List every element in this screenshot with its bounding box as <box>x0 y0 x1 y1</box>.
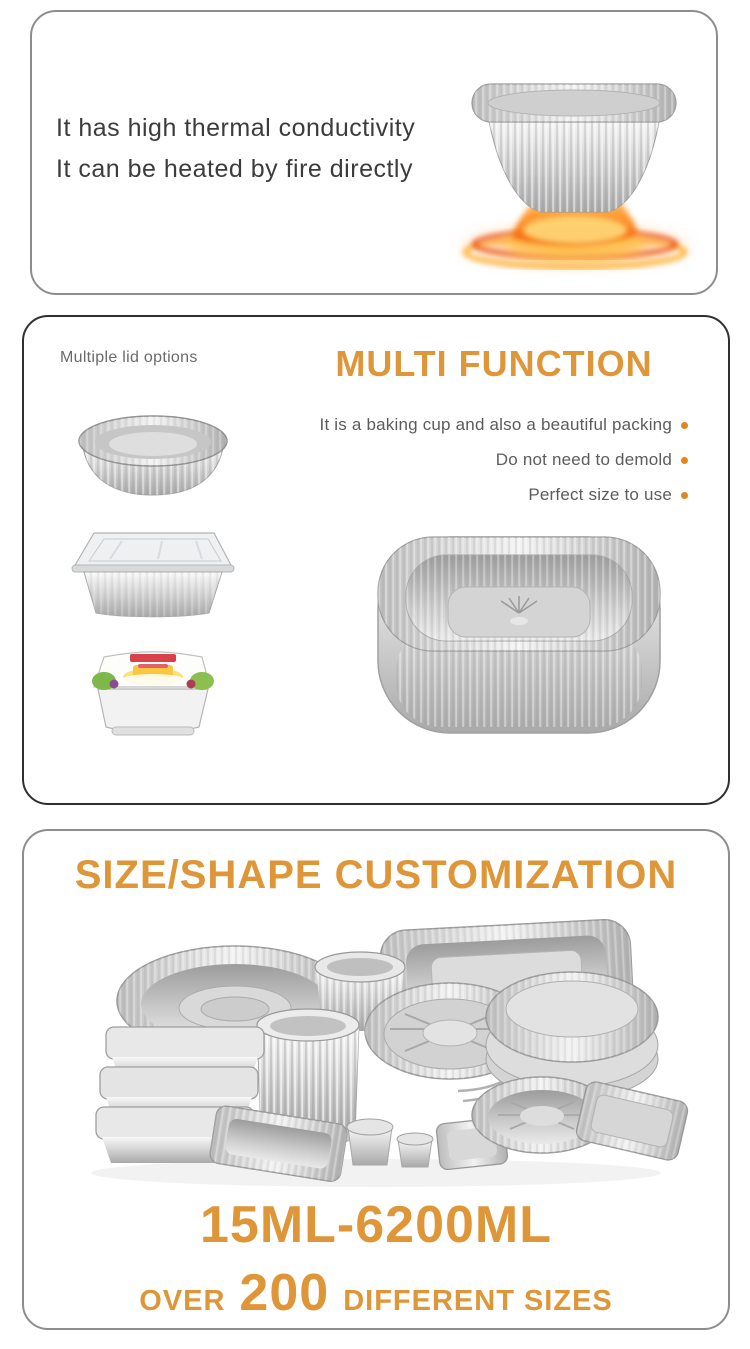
multi-function-card <box>22 315 730 805</box>
bullet-dot-icon <box>681 422 688 429</box>
volume-range-text: 15ML-6200ML <box>200 1196 552 1254</box>
multi-function-bullets <box>320 415 688 520</box>
sizes-count: 200 <box>239 1264 330 1322</box>
bullet-row <box>320 415 688 435</box>
square-foil-container-image <box>326 509 712 769</box>
printed-lid-container-image <box>80 645 226 741</box>
thermal-claim-line1: It has high thermal conductivity <box>56 114 416 142</box>
bullet-row <box>320 485 688 505</box>
sizes-claim-line <box>24 1263 728 1323</box>
rect-foil-container-lid-image <box>62 521 244 623</box>
sizes-suffix: DIFFERENT SIZES <box>343 1285 613 1317</box>
thermal-claim-text <box>56 108 415 190</box>
customization-title: SIZE/SHAPE CUSTOMIZATION <box>74 853 678 897</box>
sizes-prefix: OVER <box>139 1285 226 1317</box>
bullet-dot-icon <box>681 492 688 499</box>
bullet-text: Do not need to demold <box>495 450 672 469</box>
bullet-row <box>320 450 688 470</box>
customization-card <box>22 829 730 1330</box>
thermal-conductivity-card <box>30 10 718 295</box>
multi-function-title: MULTI FUNCTION <box>335 343 653 384</box>
round-foil-pan-image <box>62 387 244 509</box>
lid-options-label: Multiple lid options <box>60 349 198 366</box>
bullet-text: It is a baking cup and also a beautiful packing <box>319 415 672 434</box>
foil-pan-over-fire-image <box>444 58 706 276</box>
bullet-text: Perfect size to use <box>528 485 672 504</box>
assorted-containers-group-image <box>60 909 692 1195</box>
bullet-dot-icon <box>681 457 688 464</box>
thermal-claim-line2: It can be heated by fire directly <box>56 155 413 183</box>
